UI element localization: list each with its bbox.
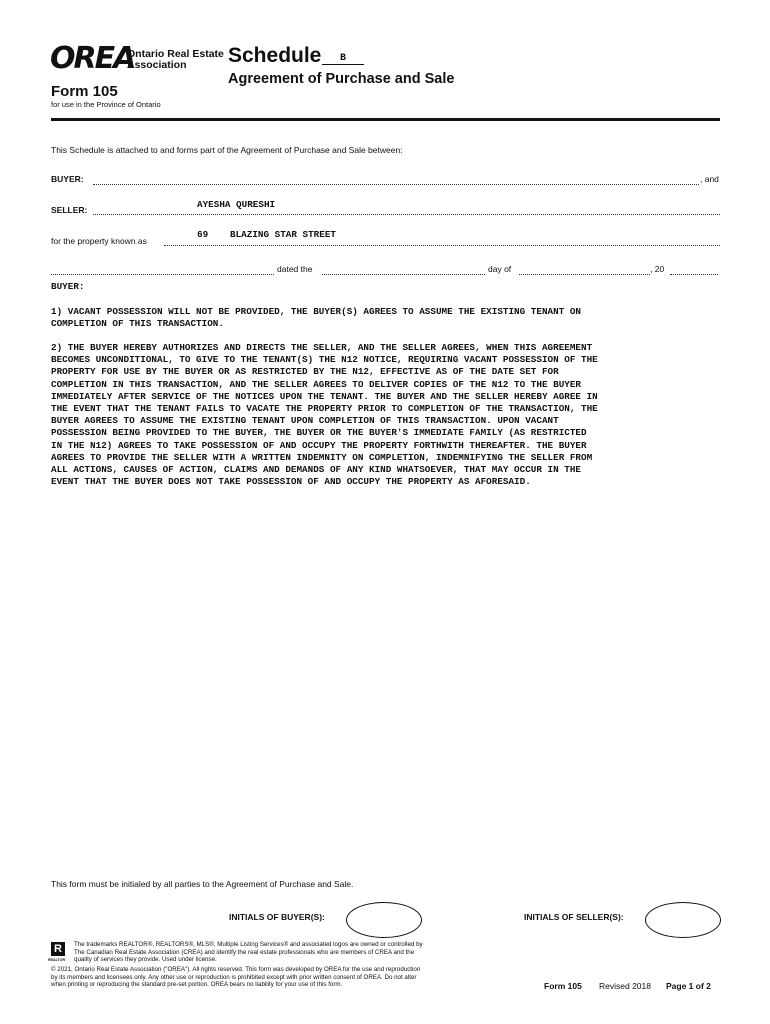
- buyer-suffix: , and: [700, 174, 719, 184]
- year-prefix: , 20: [650, 264, 665, 274]
- initials-seller-label: INITIALS OF SELLER(S):: [524, 912, 624, 922]
- realtor-logo-icon: R: [51, 942, 65, 956]
- clause-1: 1) VACANT POSSESSION WILL NOT BE PROVIDED, THE BUYER(S) AGREES TO ASSUME THE EXISTING TENANT ON COMPLETION OF THIS TRANSACTION.: [51, 306, 582, 330]
- year-field[interactable]: [670, 274, 718, 275]
- buyer-label: BUYER:: [51, 174, 84, 184]
- agreement-title: Agreement of Purchase and Sale: [228, 71, 455, 87]
- footer-form-number: Form 105: [544, 981, 582, 991]
- copyright-text: © 2021, Ontario Real Estate Association ("OREA"). All rights reserved. This form was developed by OREA for the use and reproduction by its members and licensees only. Any other use or reproduction is prohibited except with prior written consent of OREA. Do not alter when printing or reproducing the standard pre-set portion. OREA bears no liability for your use of this form.: [51, 966, 421, 989]
- intro-text: This Schedule is attached to and forms part of the Agreement of Purchase and Sale between:: [51, 145, 403, 155]
- month-field[interactable]: [519, 274, 650, 275]
- seller-value: AYESHA QURESHI: [197, 199, 276, 210]
- property-field[interactable]: [164, 245, 720, 246]
- footer-revised: Revised 2018: [599, 981, 651, 991]
- dated-label: dated the: [277, 264, 313, 274]
- orea-logo: OREA: [50, 41, 135, 76]
- seller-field[interactable]: [93, 214, 720, 215]
- schedule-letter-field[interactable]: B: [322, 53, 364, 65]
- initials-seller-oval[interactable]: [645, 902, 721, 938]
- municipality-field[interactable]: [51, 274, 274, 275]
- schedule-label: Schedule: [228, 44, 322, 67]
- clause-2: 2) THE BUYER HEREBY AUTHORIZES AND DIRECTS THE SELLER, AND THE SELLER AGREES, WHEN THIS AGREEMENT BECOMES UNCONDITIONAL, TO GIVE TO THE TENANT(S) THE N12 NOTICE, REQUIRING VACANT POSSESSION OF THE PROPERTY FOR USE BY THE BUYER OR AS RESTRICTED BY THE N12, EFFECTIVE AS OF THE DATE SET FOR COMPLETION IN THIS TRANSACTION, AND THE SELLER AGREES TO DELIVER COPIES OF THE N12 TO THE BUYER IMMEDIATELY AFTER SERVICE OF THE NOTICES UPON THE TENANT. THE BUYER AND THE SELLER HEREBY AGREE IN THE EVENT THAT THE TENANT FAILS TO VACATE THE PROPERTY PRIOR TO COMPLETION OF THE TRANSACTION, THE BUYER AGREES TO ASSUME THE EXISTING TENANT UPON COMPLETION OF THIS TRANSACTION. UPON VACANT POSSESSION BEING PROVIDED TO THE BUYER, THE BUYER OR THE BUYER'S IMMEDIATE FAMILY (AS RESTRICTED IN THE N12) AGREES TO TAKE POSSESSION OF AND OCCUPY THE PROPERTY FORTHWITH THEREAFTER. THE BUYER AGREES TO PROVIDE THE SELLER WITH A WRITTEN INDEMNITY ON COMPLETION, INDEMNIFYING THE SELLER FROM ALL ACTIONS, CAUSES OF ACTION, CLAIMS AND DEMANDS OF ANY KIND WHATSOEVER, THAT MAY OCCUR IN THE EVENT THAT THE BUYER DOES NOT TAKE POSSESSION OF AND OCCUPY THE PROPERTY AS AFORESAID.: [51, 342, 598, 488]
- day-of-label: day of: [488, 264, 512, 274]
- property-label: for the property known as: [51, 236, 147, 246]
- form-number: Form 105: [51, 83, 118, 100]
- initials-buyer-label: INITIALS OF BUYER(S):: [229, 912, 325, 922]
- initials-buyer-oval[interactable]: [346, 902, 422, 938]
- seller-label: SELLER:: [51, 205, 88, 215]
- property-street: BLAZING STAR STREET: [230, 229, 337, 240]
- property-number: 69: [197, 229, 209, 240]
- org-name-line2: Association: [127, 59, 187, 71]
- buyer-field[interactable]: [93, 184, 699, 185]
- org-name-line1: Ontario Real Estate: [127, 48, 224, 60]
- footer-page: Page 1 of 2: [666, 981, 711, 991]
- header-divider: [51, 118, 720, 121]
- form-subtitle: for use in the Province of Ontario: [51, 100, 161, 109]
- orea-org-name: [127, 49, 224, 71]
- trademark-text: The trademarks REALTOR®, REALTORS®, MLS®, Multiple Listing Services® and associated logos are owned or controlled by The Canadian Real Estate Association (CREA) and identify the real estate professionals who are members of CREA and the quality of services they provide. Used under license.: [74, 941, 423, 964]
- clause-heading: BUYER:: [51, 281, 85, 292]
- dated-field[interactable]: [322, 274, 485, 275]
- realtor-caption: REALTOR: [48, 958, 66, 962]
- initial-note: This form must be initialed by all parties to the Agreement of Purchase and Sale.: [51, 879, 354, 889]
